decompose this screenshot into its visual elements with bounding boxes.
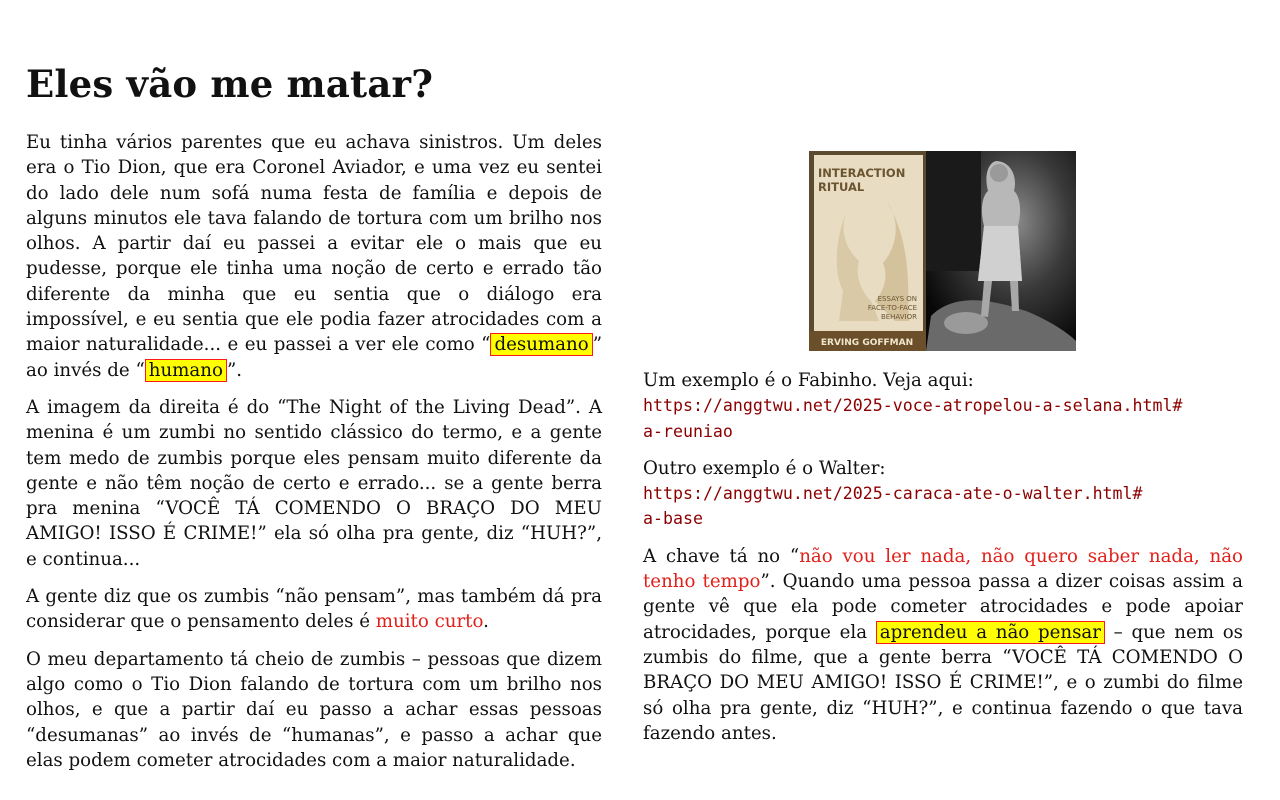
book-author: ERVING GOFFMAN	[820, 338, 914, 348]
link-fabinho-url-line-2[interactable]: a-reuniao	[643, 421, 733, 441]
text-segment: A gente diz que os zumbis “não pensam”, mas também dá pra considerar que o pensamento deles é	[26, 586, 602, 633]
text-segment: – que nem os zumbis do filme, que a gente berra “VOCÊ TÁ COMENDO O BRAÇO DO MEU AMIGO! ISSO É CRIME!”, e o zumbi do filme só olha pra gente, diz “HUH?”, e continua fazendo o que tava fazendo antes.	[643, 621, 1243, 744]
page-title: Eles vão me matar?	[26, 62, 434, 106]
book-title-1: INTERACTION	[818, 166, 906, 180]
highlight-desumano: desumano	[490, 333, 592, 356]
text-segment: ”.	[226, 359, 243, 381]
highlight-aprendeu: aprendeu a não pensar	[876, 621, 1105, 644]
text-segment: ”. Quando uma pessoa passa a dizer coisas assim a gente vê que ela pode cometer atrocidades e pode apoiar atrocidades, porque ela	[643, 571, 1243, 643]
text-segment: ” ao invés de “	[26, 334, 602, 381]
book-subtitle-2: FACE-TO-FACE	[867, 304, 917, 312]
paragraph-departamento: O meu departamento tá cheio de zumbis – pessoas que dizem algo como o Tio Dion falando de tortura com um brilho nos olhos, e que a partir daí eu passo a achar essas pessoas “desumanas” ao invés de “humanas”, e passo a achar que elas podem cometer atrocidades com a maior naturalidade.	[26, 648, 602, 771]
highlight-humano: humano	[145, 359, 227, 382]
book-cover-image	[809, 151, 926, 351]
text-segment: Outro exemplo é o Walter:	[643, 457, 886, 479]
link-fabinho-url-line-1[interactable]: https://anggtwu.net/2025-voce-atropelou-a-selana.html#	[643, 396, 1183, 416]
paragraph-walter	[643, 456, 1243, 532]
paragraph-nao-pensam	[26, 584, 602, 635]
living-dead-photo	[926, 151, 1076, 351]
paragraph-chave	[643, 544, 1243, 746]
left-column	[26, 130, 602, 785]
book-subtitle-3: BEHAVIOR	[880, 313, 917, 321]
figure-images	[809, 151, 1076, 351]
link-walter-url-line-2[interactable]: a-base	[643, 509, 703, 529]
link-walter-url-line-1[interactable]: https://anggtwu.net/2025-caraca-ate-o-walter.html#	[643, 484, 1143, 504]
text-segment: Eu tinha vários parentes que eu achava sinistros. Um deles era o Tio Dion, que era Coronel Aviador, e uma vez eu sentei do lado dele num sofá numa festa de família e depois de alguns minutos ele tava falando de tortura com um brilho nos olhos. A partir daí eu passei a evitar ele o mais que eu pudesse, porque ele tinha uma noção de certo e errado tão diferente da minha que eu sentia que o diálogo era impossível, e eu sentia que ele podia fazer atrocidades com a maior naturalidade... e eu passei a ver ele como “	[26, 132, 602, 356]
text-segment: Um exemplo é o Fabinho. Veja aqui:	[643, 370, 974, 391]
red-text-quote: não vou ler nada, não quero saber nada, não tenho tempo	[643, 545, 1244, 593]
paragraph-living-dead: A imagem da direita é do “The Night of the Living Dead”. A menina é um zumbi no sentido clássico do termo, e a gente tem medo de zumbis porque eles pensam muito diferente da gente e não têm noção de certo e errado... se a gente berra pra menina “VOCÊ TÁ COMENDO O BRAÇO DO MEU AMIGO! ISSO É CRIME!” ela só olha pra gente, diz “HUH?”, e continua...	[26, 396, 602, 570]
text-segment: .	[483, 611, 489, 633]
paragraph-tio-dion	[26, 130, 602, 383]
text-segment: A chave tá no “	[643, 545, 800, 567]
paragraph-fabinho	[643, 368, 1243, 444]
right-column	[643, 368, 1243, 758]
book-subtitle-1: ESSAYS ON	[877, 295, 917, 303]
red-text-muito-curto: muito curto	[375, 611, 484, 633]
book-title-2: RITUAL	[818, 180, 865, 194]
